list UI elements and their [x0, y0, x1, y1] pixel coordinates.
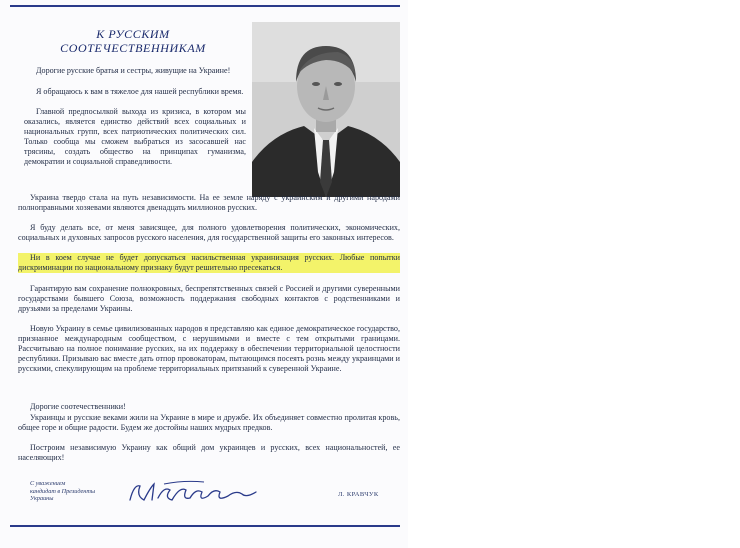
bottom-rule: [10, 525, 400, 527]
author-name: Л. КРАВЧУК: [338, 491, 379, 498]
paragraph-address: Дорогие соотечественники!: [30, 402, 126, 411]
paragraph-commitment: Я буду делать все, от меня зависящее, для полного удовлетворения политических, экономических, социальных и духовных запросов русского населения, для государственной защиты его законных интересов.: [18, 223, 400, 242]
paragraph-appeal: Я обращаюсь к вам в тяжелое для нашей республики время.: [36, 87, 244, 96]
paragraph-unity: Главной предпосылкой выхода из кризиса, в котором мы оказались, является единство действий всех социальных и национальных групп, всех патриотических политических сил. Только сообща мы сможем выбраться из засосавшей нас трясины, создать общество на принципах гуманизма, демократии и социальной справедливости.: [24, 107, 246, 166]
heading-line-2: СООТЕЧЕСТВЕННИКАМ: [60, 41, 206, 55]
handwritten-signature: [124, 478, 264, 506]
top-rule: [10, 5, 400, 7]
signoff-line-3: Украины: [30, 495, 54, 502]
heading-line-1: К РУССКИМ: [96, 27, 170, 41]
signoff-line-2: кандидат в Президенты: [30, 487, 96, 495]
leaflet-heading: [18, 27, 248, 55]
signoff-line-1: С уважением: [30, 480, 66, 487]
paragraph-ties: Гарантирую вам сохранение полнокровных, беспрепятственных связей с Россией и другими суверенными государствами бывшего Союза, возможность поддержания свободных контактов с родственниками и друзьями за пределами Украины.: [18, 284, 400, 313]
paragraph-greeting: Дорогие русские братья и сестры, живущие на Украине!: [36, 66, 231, 75]
portrait-photo: [252, 22, 400, 197]
paragraph-highlighted-guarantee: Ни в коем случае не будет допускаться насильственная украинизация русских. Любые попытки дискриминации по национальному признаку будут решительно пресекаться.: [18, 253, 400, 272]
paragraph-friendship: Украинцы и русские веками жили на Украине в мире и дружбе. Их объединяет совместно пролитая кровь, общее горе и общие радости. Будем же достойны наших мудрых предков.: [18, 413, 400, 432]
signoff-block: [30, 480, 104, 503]
paragraph-closing: Построим независимую Украину как общий дом украинцев и русских, всех национальностей, ее населяющих!: [18, 443, 400, 462]
paragraph-new-ukraine: Новую Украину в семье цивилизованных народов я представляю как единое демократическое государство, признанное международным сообществом, с нерушимыми и вместе с тем открытыми границами. Рассчитываю на полное понимание русских, на их поддержку в обеспечении территориальной целостности республики. Призываю вас вместе дать отпор провокаторам, пытающимся посеять рознь между украинцами и русскими, спекулирующим на проблеме территориальных притязаний к суверенной Украине.: [18, 324, 400, 373]
paragraph-independence: Украина твердо стала на путь независимости. На ее земле наряду с украинским и другими народами полноправными хозяевами являются двенадцать миллионов русских.: [18, 193, 400, 212]
